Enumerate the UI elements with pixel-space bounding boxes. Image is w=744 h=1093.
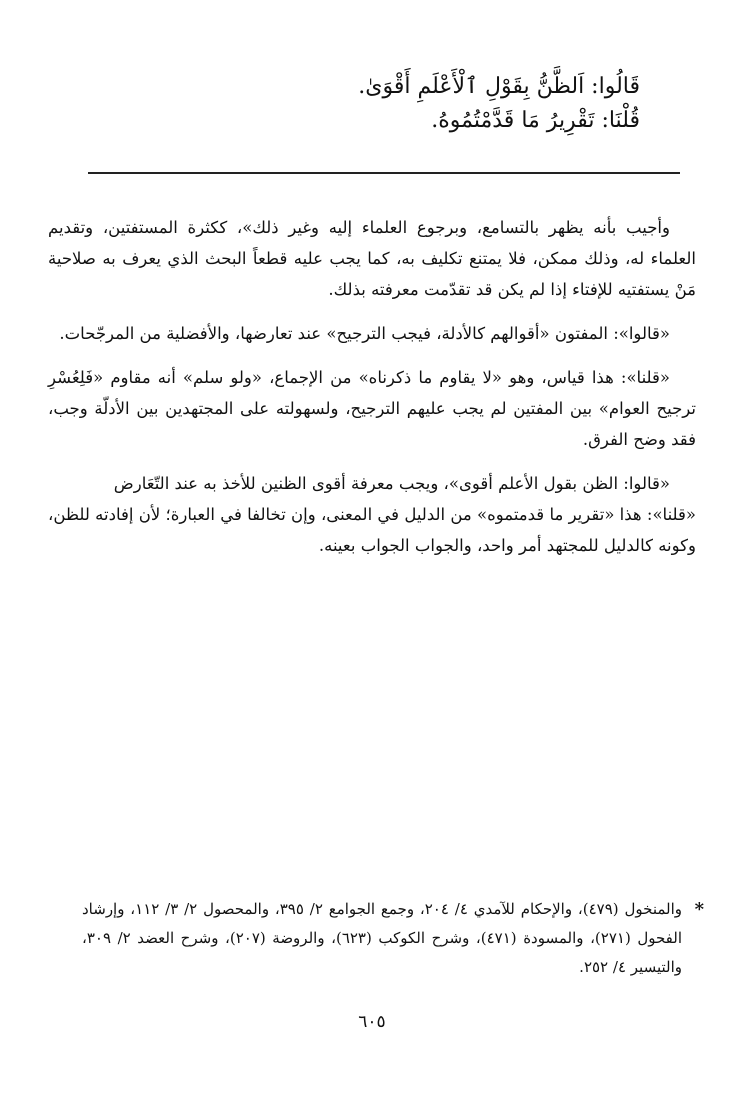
- page-number: ٦٠٥: [358, 1012, 386, 1032]
- section-divider: [88, 172, 680, 174]
- footnote-marker: *: [694, 899, 704, 920]
- verse-line-1: قَالُوا: اَلظَّنُّ بِقَوْلِ ٱلْأَعْلَمِ أَقْوَىٰ.: [358, 74, 640, 99]
- paragraph-2: [48, 318, 696, 349]
- paragraph-3: [48, 362, 696, 455]
- paragraph-3-text: «قلنا»: هذا قياس، وهو «لا يقاوم ما ذكرناه» من الإجماع، «ولو سلم» أنه مقاوم «فَلِعُسْرِ ترجيح العوام» بين المفتين لم يجب عليهم الترجيح، ولسهولته على المجتهدين بين الأدلّة وجب، فقد وضح الفرق.: [48, 368, 696, 449]
- paragraph-4: [48, 468, 696, 561]
- paragraph-1-text: وأجيب بأنه يظهر بالتسامع، وبرجوع العلماء إليه وغير ذلك»، ككثرة المستفتين، وتقديم العلماء له، وذلك ممكن، فلا يمتنع تكليف به، كما يجب عليه قطعاً البحث الذي يعرف به صلاحية مَنْ يستفتيه للإفتاء إذا لم يكن قد تقدّمت معرفته بذلك.: [48, 218, 696, 299]
- commentary-body: [48, 212, 696, 574]
- paragraph-2-text: «قالوا»: المفتون «أقوالهم كالأدلة، فيجب الترجيح» عند تعارضها، والأفضلية من المرجّحات.: [59, 324, 670, 343]
- paragraph-4b-text: «قلنا»: هذا «تقرير ما قدمتموه» من الدليل في المعنى، وإن تخالفا في العبارة؛ لأن إفادته للظن، وكونه كالدليل للمجتهد أمر واحد، والجواب الجواب بعينه.: [48, 505, 696, 555]
- verse-line-2: قُلْنَا: تَقْرِيرُ مَا قَدَّمْتُمُوهُ.: [431, 108, 640, 133]
- paragraph-4a-text: «قالوا: الظن بقول الأعلم أقوى»، ويجب معرفة أقوى الظنين للأخذ به عند التّعَارض: [113, 474, 670, 493]
- paragraph-1: [48, 212, 696, 305]
- footnote-text: والمنخول (٤٧٩)، والإحكام للآمدي ٤/ ٢٠٤، وجمع الجوامع ٢/ ٣٩٥، والمحصول ٢/ ٣/ ١١٢، وإرشاد الفحول (٢٧١)، والمسودة (٤٧١)، وشرح الكوكب (٦٢٣)، والروضة (٢٠٧)، وشرح العضد ٢/ ٣٠٩، والتيسير ٤/ ٢٥٢.: [82, 900, 683, 976]
